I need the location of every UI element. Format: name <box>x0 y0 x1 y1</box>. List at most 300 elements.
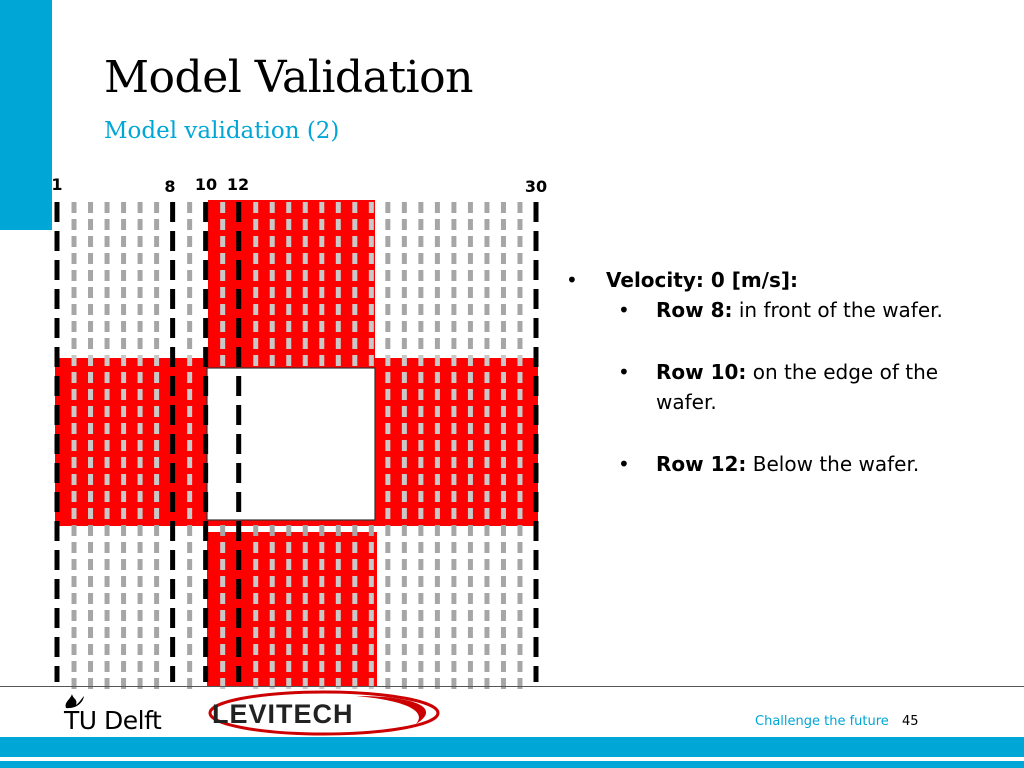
flow-dash <box>468 304 473 315</box>
flow-dash <box>484 508 489 519</box>
flow-dash <box>105 236 110 247</box>
flow-dash <box>501 559 506 570</box>
flow-dash <box>435 253 440 264</box>
flow-dash <box>352 661 357 672</box>
flow-dash <box>369 610 374 621</box>
flow-dash <box>468 287 473 298</box>
flow-dash <box>88 491 93 502</box>
flow-dash <box>468 491 473 502</box>
flow-dash <box>385 491 390 502</box>
bullet-list <box>560 265 1000 479</box>
flow-dash <box>72 236 77 247</box>
flow-dash <box>121 542 126 553</box>
flow-dash <box>88 593 93 604</box>
flow-dash <box>369 219 374 230</box>
flow-dash <box>138 355 143 366</box>
flow-dash <box>435 474 440 485</box>
flow-dash <box>418 389 423 400</box>
flow-dash <box>319 253 324 264</box>
flow-dash <box>220 576 225 587</box>
flow-dash <box>402 627 407 638</box>
flow-dash <box>451 389 456 400</box>
flow-dash <box>121 661 126 672</box>
tu-delft-logo-text: TU Delft <box>64 706 162 735</box>
flow-dash <box>369 253 374 264</box>
flow-dash <box>187 304 192 315</box>
flow-dash <box>154 202 159 213</box>
flow-dash <box>72 491 77 502</box>
flow-dash <box>88 406 93 417</box>
flow-dash <box>501 627 506 638</box>
flow-dash <box>270 270 275 281</box>
flow-dash <box>88 474 93 485</box>
flow-dash <box>105 474 110 485</box>
flow-dash <box>154 576 159 587</box>
flow-dash <box>138 423 143 434</box>
flow-dash <box>303 287 308 298</box>
flow-dash <box>105 355 110 366</box>
flow-dash <box>517 542 522 553</box>
flow-dash <box>468 559 473 570</box>
flow-dash <box>121 355 126 366</box>
flow-dash <box>220 525 225 536</box>
flow-dash <box>303 542 308 553</box>
flow-dash <box>369 321 374 332</box>
flow-dash <box>451 236 456 247</box>
flow-dash <box>187 389 192 400</box>
flow-dash <box>352 525 357 536</box>
flow-dash <box>303 236 308 247</box>
flow-dash <box>501 542 506 553</box>
flow-dash <box>138 389 143 400</box>
bullet-row-8-text: in front of the wafer. <box>732 298 943 322</box>
flow-dash <box>468 678 473 689</box>
flow-dash <box>385 627 390 638</box>
validation-diagram <box>0 0 560 690</box>
flow-dash <box>385 236 390 247</box>
flow-dash <box>336 610 341 621</box>
flow-dash <box>319 219 324 230</box>
flow-dash <box>402 661 407 672</box>
flow-dash <box>270 644 275 655</box>
flow-dash <box>286 678 291 689</box>
flow-dash <box>402 440 407 451</box>
bullet-velocity: • Velocity: 0 [m/s]: <box>560 265 1000 295</box>
flow-dash <box>220 338 225 349</box>
flow-dash <box>121 457 126 468</box>
flow-dash <box>352 644 357 655</box>
flow-dash <box>72 508 77 519</box>
flow-dash <box>88 287 93 298</box>
flow-dash <box>72 576 77 587</box>
flow-dash <box>418 678 423 689</box>
flow-dash <box>402 338 407 349</box>
flow-dash <box>286 661 291 672</box>
flow-dash <box>517 593 522 604</box>
flow-dash <box>154 372 159 383</box>
flow-dash <box>517 219 522 230</box>
flow-dash <box>369 559 374 570</box>
flow-dash <box>121 202 126 213</box>
flow-dash <box>138 202 143 213</box>
flow-dash <box>138 661 143 672</box>
flow-dash <box>385 542 390 553</box>
flow-dash <box>270 678 275 689</box>
flow-dash <box>402 389 407 400</box>
flow-dash <box>138 338 143 349</box>
flow-dash <box>72 559 77 570</box>
flow-dash <box>336 644 341 655</box>
flow-dash <box>138 253 143 264</box>
flow-dash <box>418 219 423 230</box>
flow-dash <box>352 202 357 213</box>
flow-dash <box>121 593 126 604</box>
flow-dash <box>270 610 275 621</box>
flow-dash <box>402 559 407 570</box>
flow-dash <box>286 542 291 553</box>
flow-dash <box>435 423 440 434</box>
flow-dash <box>517 355 522 366</box>
flow-dash <box>88 321 93 332</box>
flow-dash <box>369 627 374 638</box>
flow-dash <box>517 372 522 383</box>
flow-dash <box>484 372 489 383</box>
flow-dash <box>220 287 225 298</box>
flow-dash <box>451 627 456 638</box>
flow-dash <box>105 219 110 230</box>
flow-dash <box>187 661 192 672</box>
flow-dash <box>484 219 489 230</box>
flow-dash <box>468 542 473 553</box>
flow-dash <box>154 610 159 621</box>
flow-dash <box>402 678 407 689</box>
flow-dash <box>336 236 341 247</box>
flow-dash <box>270 253 275 264</box>
flow-dash <box>253 593 258 604</box>
flow-dash <box>517 661 522 672</box>
flow-dash <box>468 270 473 281</box>
flow-dash <box>369 236 374 247</box>
flow-dash <box>121 304 126 315</box>
flow-dash <box>154 457 159 468</box>
flow-dash <box>418 525 423 536</box>
flow-dash <box>484 491 489 502</box>
flow-dash <box>121 525 126 536</box>
flow-dash <box>418 270 423 281</box>
flow-dash <box>270 661 275 672</box>
flow-dash <box>451 576 456 587</box>
flow-dash <box>138 678 143 689</box>
flow-dash <box>435 508 440 519</box>
flow-dash <box>138 491 143 502</box>
flow-dash <box>402 525 407 536</box>
flow-dash <box>468 440 473 451</box>
flow-dash <box>435 338 440 349</box>
flow-dash <box>105 440 110 451</box>
flow-dash <box>484 236 489 247</box>
flow-dash <box>121 508 126 519</box>
flow-dash <box>468 406 473 417</box>
wafer <box>207 368 375 520</box>
flow-dash <box>336 304 341 315</box>
flow-dash <box>517 678 522 689</box>
flow-dash <box>402 202 407 213</box>
flow-dash <box>484 202 489 213</box>
flow-dash <box>369 542 374 553</box>
flow-dash <box>303 610 308 621</box>
flow-dash <box>72 355 77 366</box>
flow-dash <box>187 253 192 264</box>
flow-dash <box>369 355 374 366</box>
wafer-layer <box>207 368 375 520</box>
slide-title: Model Validation <box>104 52 473 103</box>
bullet-row-12-text: Below the wafer. <box>746 452 920 476</box>
flow-dash <box>88 219 93 230</box>
flow-dash <box>303 304 308 315</box>
flow-dash <box>105 627 110 638</box>
flow-dash <box>270 542 275 553</box>
flow-dash <box>105 525 110 536</box>
flow-dash <box>385 406 390 417</box>
flow-dash <box>187 372 192 383</box>
flow-dash <box>121 678 126 689</box>
flow-dash <box>270 355 275 366</box>
flow-dash <box>369 593 374 604</box>
flow-dash <box>187 627 192 638</box>
flow-dash <box>369 678 374 689</box>
flow-dash <box>435 678 440 689</box>
flow-dash <box>319 270 324 281</box>
flow-dash <box>138 406 143 417</box>
flow-dash <box>484 321 489 332</box>
flow-dash <box>418 457 423 468</box>
flow-dash <box>286 304 291 315</box>
flow-dash <box>402 593 407 604</box>
flow-dash <box>220 593 225 604</box>
flow-dash <box>187 576 192 587</box>
flow-dash <box>517 389 522 400</box>
flow-dash <box>154 559 159 570</box>
flow-dash <box>484 627 489 638</box>
flow-dash <box>484 287 489 298</box>
flow-dash <box>187 321 192 332</box>
flow-dash <box>501 338 506 349</box>
flow-dash <box>484 304 489 315</box>
flow-dash <box>121 338 126 349</box>
flow-dash <box>385 457 390 468</box>
flow-dash <box>121 253 126 264</box>
flow-dash <box>517 253 522 264</box>
flow-dash <box>418 661 423 672</box>
flow-dash <box>154 287 159 298</box>
flow-dash <box>385 525 390 536</box>
flow-dash <box>187 491 192 502</box>
flow-dash <box>319 338 324 349</box>
flow-dash <box>286 525 291 536</box>
flow-dash <box>253 338 258 349</box>
flow-dash <box>319 678 324 689</box>
flow-dash <box>484 406 489 417</box>
flow-dash <box>385 678 390 689</box>
flow-dash <box>501 474 506 485</box>
flow-dash <box>138 559 143 570</box>
flow-dash <box>303 321 308 332</box>
flow-dash <box>253 525 258 536</box>
flow-dash <box>286 593 291 604</box>
flow-dash <box>121 576 126 587</box>
flow-dash <box>418 253 423 264</box>
flow-dash <box>435 440 440 451</box>
flow-dash <box>121 559 126 570</box>
flow-dash <box>484 678 489 689</box>
flow-dash <box>385 287 390 298</box>
flow-dash <box>121 644 126 655</box>
flow-dash <box>220 644 225 655</box>
flow-dash <box>154 423 159 434</box>
flow-dash <box>468 525 473 536</box>
flow-dash <box>154 440 159 451</box>
flow-dash <box>468 457 473 468</box>
flow-dash <box>385 661 390 672</box>
flow-dash <box>121 610 126 621</box>
flow-dash <box>88 627 93 638</box>
flow-dash <box>451 270 456 281</box>
flow-dash <box>105 338 110 349</box>
flow-dash <box>451 423 456 434</box>
flow-dash <box>138 304 143 315</box>
flow-dash <box>418 474 423 485</box>
flow-dash <box>319 559 324 570</box>
flow-dash <box>154 219 159 230</box>
flow-dash <box>385 219 390 230</box>
flow-dash <box>220 678 225 689</box>
flow-dash <box>369 304 374 315</box>
flow-dash <box>154 661 159 672</box>
flow-dash <box>253 542 258 553</box>
flow-dash <box>72 423 77 434</box>
flow-dash <box>501 253 506 264</box>
flow-dash <box>418 593 423 604</box>
flow-dash <box>220 304 225 315</box>
flow-dash <box>253 253 258 264</box>
flow-dash <box>72 287 77 298</box>
flow-dash <box>105 372 110 383</box>
flow-dash <box>253 678 258 689</box>
flow-dash <box>121 627 126 638</box>
flow-dash <box>220 610 225 621</box>
flow-dash <box>451 202 456 213</box>
flow-dash <box>270 593 275 604</box>
flow-dash <box>121 321 126 332</box>
flow-dash <box>517 338 522 349</box>
flow-dash <box>402 219 407 230</box>
flow-dash <box>385 270 390 281</box>
flow-dash <box>451 355 456 366</box>
flow-dash <box>72 406 77 417</box>
flow-dash <box>187 219 192 230</box>
flow-dash <box>303 576 308 587</box>
flow-dash <box>253 270 258 281</box>
flow-dash <box>286 321 291 332</box>
flow-dash <box>88 542 93 553</box>
bullet-row-10-label: Row 10: <box>656 360 747 384</box>
bullet-row-8 <box>560 295 1000 325</box>
flow-dash <box>468 508 473 519</box>
flow-dash <box>138 270 143 281</box>
flow-dash <box>88 525 93 536</box>
flow-dash <box>336 593 341 604</box>
flow-dash <box>154 644 159 655</box>
flow-dash <box>105 661 110 672</box>
flow-dash <box>501 508 506 519</box>
column-label-8: 8 <box>164 177 176 196</box>
levitech-logo <box>206 690 442 736</box>
flow-dash <box>253 236 258 247</box>
flow-dash <box>88 576 93 587</box>
flow-dash <box>72 338 77 349</box>
flow-dash <box>468 389 473 400</box>
flow-dash <box>220 321 225 332</box>
flow-dash <box>484 440 489 451</box>
flow-dash <box>435 627 440 638</box>
flow-dash <box>517 508 522 519</box>
flow-dash <box>435 610 440 621</box>
footer-band <box>0 737 1024 757</box>
flow-dash <box>105 542 110 553</box>
flow-dash <box>451 491 456 502</box>
flow-dash <box>402 253 407 264</box>
flow-dash <box>88 678 93 689</box>
flow-region-1 <box>208 200 375 368</box>
flow-dash <box>501 321 506 332</box>
flow-dash <box>303 338 308 349</box>
flow-dash <box>138 542 143 553</box>
flow-dash <box>270 202 275 213</box>
flow-dash <box>154 338 159 349</box>
flow-dash <box>418 406 423 417</box>
flow-dash <box>270 338 275 349</box>
flow-dash <box>501 304 506 315</box>
flow-dash <box>72 644 77 655</box>
flow-dash <box>468 610 473 621</box>
flow-dash <box>501 576 506 587</box>
flow-dash <box>418 287 423 298</box>
flow-dash <box>369 661 374 672</box>
flow-dash <box>402 610 407 621</box>
flow-dash <box>121 440 126 451</box>
flow-dash <box>336 627 341 638</box>
flow-dash <box>435 559 440 570</box>
flow-region-3 <box>207 532 377 686</box>
flow-dash <box>517 610 522 621</box>
page-number: 45 <box>902 714 919 729</box>
flow-dash <box>385 559 390 570</box>
flow-dash <box>517 474 522 485</box>
flow-dash <box>88 236 93 247</box>
flow-dash <box>418 304 423 315</box>
flow-dash <box>402 576 407 587</box>
flow-dash <box>72 389 77 400</box>
flow-dash <box>154 491 159 502</box>
flow-dash <box>336 338 341 349</box>
flow-dash <box>517 457 522 468</box>
flow-dash <box>352 219 357 230</box>
flow-dash <box>138 287 143 298</box>
flow-dash <box>336 287 341 298</box>
flow-dash <box>253 644 258 655</box>
flow-dash <box>501 389 506 400</box>
flow-dash <box>468 372 473 383</box>
